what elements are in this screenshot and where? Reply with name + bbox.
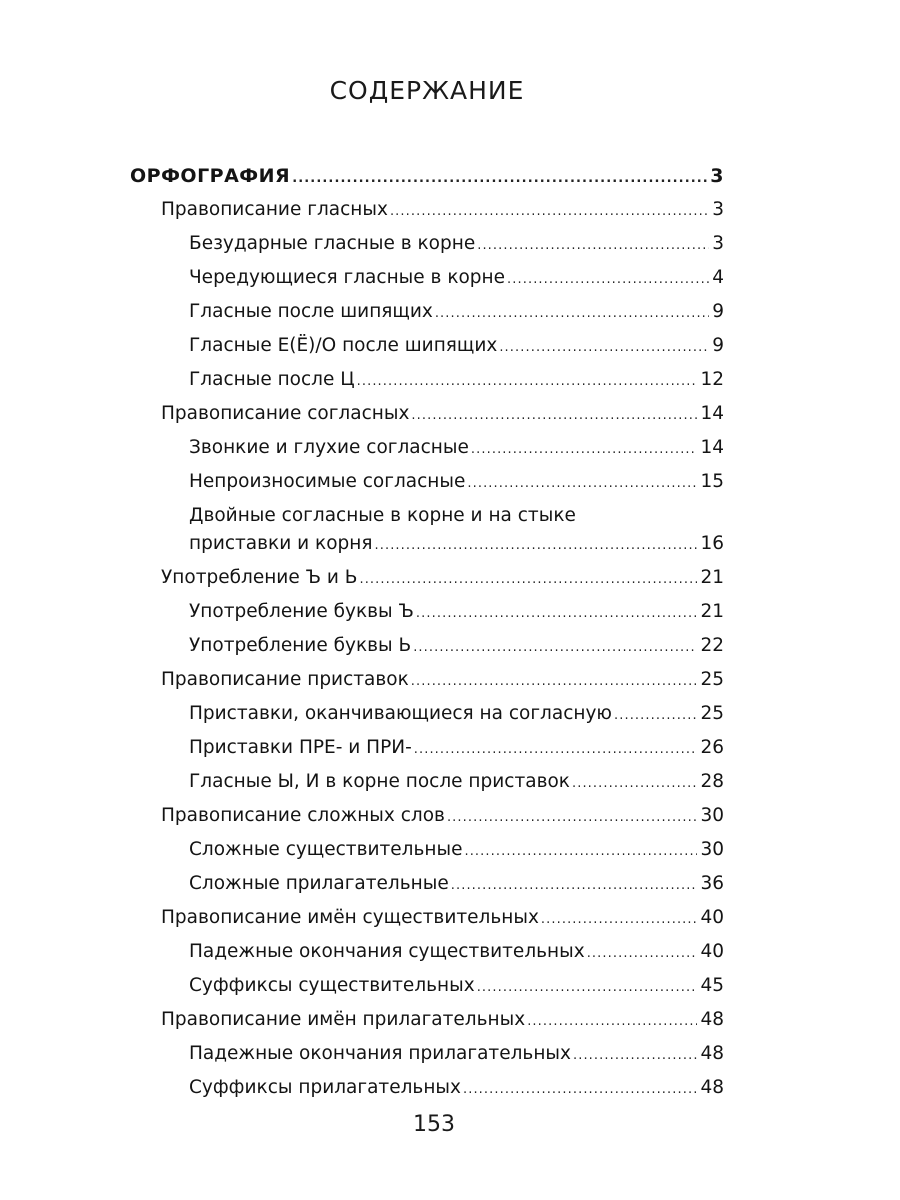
toc-entry-page: 25: [700, 669, 724, 690]
dot-leader: [357, 371, 698, 393]
toc-entry-label: Сложные существительные: [189, 839, 463, 860]
toc-entry[interactable]: [189, 267, 724, 291]
page-number: 153: [413, 1112, 455, 1137]
page-title: СОДЕРЖАНИЕ: [329, 76, 525, 105]
toc-entry[interactable]: [161, 669, 724, 693]
toc-entry-label: Употребление буквы Ъ: [189, 601, 414, 622]
toc-entry-label: Суффиксы существительных: [189, 975, 475, 996]
dot-leader: [477, 977, 698, 999]
toc-entry-page: 28: [700, 771, 724, 792]
toc-entry-label: Гласные после Ц: [189, 369, 355, 390]
toc-entry[interactable]: [130, 165, 724, 190]
toc-entry-label: Звонкие и глухие согласные: [189, 437, 469, 458]
toc-entry-label-first-line[interactable]: Двойные согласные в корне и на стыке: [189, 505, 576, 526]
dot-leader: [390, 201, 709, 223]
toc-entry-label: приставки и корня: [189, 533, 373, 554]
toc-entry-page: 48: [700, 1009, 724, 1030]
dot-leader: [527, 1011, 697, 1033]
toc-entry-label: Падежные окончания прилагательных: [189, 1043, 571, 1064]
toc-entry-label: Приставки, оканчивающиеся на согласную: [189, 703, 612, 724]
toc-entry-label: Гласные Ы, И в корне после приставок: [189, 771, 570, 792]
toc-entry[interactable]: [189, 601, 724, 625]
toc-entry-label: Правописание гласных: [161, 199, 388, 220]
toc-entry[interactable]: [189, 471, 724, 495]
toc-entry-page: 3: [712, 233, 724, 254]
toc-entry-label: Приставки ПРЕ- и ПРИ-: [189, 737, 412, 758]
dot-leader: [572, 773, 697, 795]
toc-entry[interactable]: [189, 737, 724, 761]
dot-leader: [359, 569, 697, 591]
toc-entry[interactable]: [189, 369, 724, 393]
dot-leader: [471, 439, 698, 461]
toc-entry-label: Употребление Ъ и Ь: [161, 567, 358, 588]
toc-entry[interactable]: [189, 975, 724, 999]
toc-entry-label: Употребление буквы Ь: [189, 635, 412, 656]
toc-entry[interactable]: [161, 567, 724, 591]
toc-entry[interactable]: [189, 703, 724, 727]
toc-entry[interactable]: [189, 771, 724, 795]
toc-entry-label: Правописание имён существительных: [161, 907, 539, 928]
toc-entry-page: 22: [700, 635, 724, 656]
toc-entry-page: 40: [700, 907, 724, 928]
toc-entry-page: 3: [710, 165, 724, 187]
toc-entry[interactable]: [161, 403, 724, 427]
dot-leader: [507, 269, 709, 291]
dot-leader: [499, 337, 709, 359]
toc-entry[interactable]: [161, 1009, 724, 1033]
toc-entry-page: 48: [700, 1077, 724, 1098]
toc-entry[interactable]: [189, 635, 724, 659]
toc-entry-label: Правописание сложных слов: [161, 805, 445, 826]
toc-entry[interactable]: [189, 533, 724, 557]
dot-leader: [463, 1079, 697, 1101]
dot-leader: [477, 235, 709, 257]
toc-entry-label: Непроизносимые согласные: [189, 471, 466, 492]
dot-leader: [464, 841, 697, 863]
toc-entry[interactable]: [189, 839, 724, 863]
toc-entry[interactable]: [189, 437, 724, 461]
toc-entry[interactable]: [189, 233, 724, 257]
toc-entry-label: Правописание приставок: [161, 669, 409, 690]
dot-leader: [573, 1045, 697, 1067]
dot-leader: [292, 168, 707, 190]
dot-leader: [447, 807, 698, 829]
toc-entry[interactable]: [189, 941, 724, 965]
dot-leader: [413, 637, 697, 659]
toc-entry-page: 30: [700, 839, 724, 860]
dot-leader: [614, 705, 697, 727]
toc-entry-label: Падежные окончания существительных: [189, 941, 585, 962]
dot-leader: [587, 943, 698, 965]
toc-entry-label: Чередующиеся гласные в корне: [189, 267, 506, 288]
toc-entry-label: Гласные Е(Ё)/О после шипящих: [189, 335, 498, 356]
dot-leader: [414, 739, 698, 761]
toc-entry-page: 4: [712, 267, 724, 288]
toc-entry[interactable]: [161, 805, 724, 829]
toc-entry-page: 14: [700, 437, 724, 458]
dot-leader: [375, 535, 698, 557]
dot-leader: [435, 303, 709, 325]
toc-entry[interactable]: [189, 1077, 724, 1101]
dot-leader: [451, 875, 698, 897]
toc-entry[interactable]: [161, 199, 724, 223]
toc-entry[interactable]: [189, 301, 724, 325]
toc-entry-page: 36: [700, 873, 724, 894]
toc-entry-label: Правописание имён прилагательных: [161, 1009, 526, 1030]
toc-entry-page: 9: [712, 301, 724, 322]
toc-entry-label: Безударные гласные в корне: [189, 233, 476, 254]
toc-entry-page: 30: [700, 805, 724, 826]
dot-leader: [467, 473, 697, 495]
toc-entry-page: 25: [700, 703, 724, 724]
toc-entry-page: 21: [700, 567, 724, 588]
toc-entry-page: 48: [700, 1043, 724, 1064]
toc-entry-label: Правописание согласных: [161, 403, 410, 424]
dot-leader: [411, 671, 698, 693]
toc-entry[interactable]: [161, 907, 724, 931]
toc-entry-page: 16: [700, 533, 724, 554]
toc-entry-page: 40: [700, 941, 724, 962]
toc-entry[interactable]: [189, 1043, 724, 1067]
toc-entry-page: 12: [700, 369, 724, 390]
toc-entry-page: 26: [700, 737, 724, 758]
toc-entry-page: 15: [700, 471, 724, 492]
toc-entry-page: 45: [700, 975, 724, 996]
dot-leader: [411, 405, 697, 427]
toc-entry-page: 14: [700, 403, 724, 424]
toc-entry-label: Гласные после шипящих: [189, 301, 433, 322]
toc-entry-page: 3: [712, 199, 724, 220]
toc-entry[interactable]: [189, 873, 724, 897]
toc-entry-label: ОРФОГРАФИЯ: [130, 165, 291, 187]
toc-entry-page: 21: [700, 601, 724, 622]
dot-leader: [416, 603, 698, 625]
dot-leader: [541, 909, 698, 931]
toc-entry-page: 9: [712, 335, 724, 356]
toc-entry-label: Суффиксы прилагательных: [189, 1077, 461, 1098]
toc-entry-label: Сложные прилагательные: [189, 873, 449, 894]
toc-entry[interactable]: [189, 335, 724, 359]
